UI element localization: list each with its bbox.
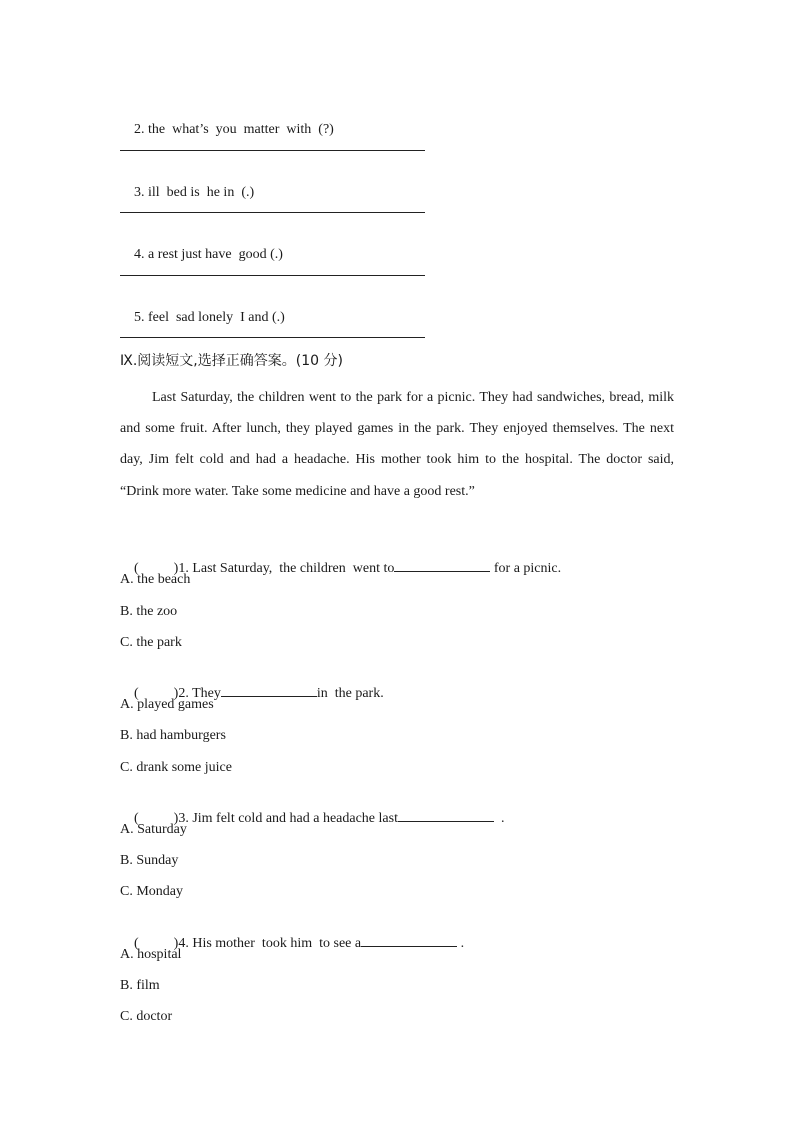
answer-line-3[interactable]: [120, 212, 425, 213]
reading-passage: Last Saturday, the children went to the park for a picnic. They had sandwiches, bread, milk and some fruit. After lunch, they played games in the park. They enjoyed themselves. The next day, Jim felt cold and had a headache. His mother took him to the hospital. The doctor said, “Drink more water. Take some medicine and have a good rest.”: [120, 390, 674, 499]
fill-blank[interactable]: [394, 558, 490, 572]
fill-blank[interactable]: [221, 683, 317, 697]
question-text-end: in the park.: [316, 686, 384, 701]
option-a: A. Saturday: [120, 822, 187, 837]
option-a: A. the beach: [120, 572, 191, 587]
item-number: 5.: [134, 310, 145, 325]
option-b: B. had hamburgers: [120, 728, 226, 743]
answer-bracket[interactable]: ( ): [134, 811, 179, 826]
answer-bracket[interactable]: ( ): [134, 936, 179, 951]
option-b: B. the zoo: [120, 604, 178, 619]
question-text: 2. They: [178, 686, 221, 701]
item-words: ill bed is he in (.): [148, 185, 255, 200]
item-number: 4.: [134, 247, 145, 262]
answer-line-5[interactable]: [120, 337, 425, 338]
question-text-end: .: [493, 811, 505, 826]
item-number: 2.: [134, 122, 145, 137]
option-c: C. doctor: [120, 1009, 173, 1024]
answer-bracket[interactable]: ( ): [134, 686, 179, 701]
section-title: Ⅸ.阅读短文,选择正确答案。(10 分): [120, 353, 343, 369]
item-words: a rest just have good (.): [148, 247, 283, 262]
answer-line-4[interactable]: [120, 275, 425, 276]
option-a: A. played games: [120, 697, 214, 712]
answer-bracket[interactable]: ( ): [134, 561, 179, 576]
option-b: B. Sunday: [120, 853, 179, 868]
question-text: 1. Last Saturday, the children went to: [178, 561, 395, 576]
fill-blank[interactable]: [398, 808, 494, 822]
option-c: C. drank some juice: [120, 760, 232, 775]
scramble-item-4: [120, 228, 283, 282]
item-words: the what’s you matter with (?): [148, 122, 334, 137]
item-words: feel sad lonely I and (.): [148, 310, 285, 325]
option-c: C. Monday: [120, 884, 183, 899]
option-c: C. the park: [120, 635, 182, 650]
question-text-end: .: [457, 936, 465, 951]
fill-blank[interactable]: [361, 933, 457, 947]
question-text: 3. Jim felt cold and had a headache last: [178, 811, 398, 826]
scramble-item-2: [120, 103, 334, 157]
option-b: B. film: [120, 978, 160, 993]
item-number: 3.: [134, 185, 145, 200]
answer-line-2[interactable]: [120, 150, 425, 151]
question-text-end: for a picnic.: [490, 561, 562, 576]
question-text: 4. His mother took him to see a: [178, 936, 362, 951]
option-a: A. hospital: [120, 947, 182, 962]
